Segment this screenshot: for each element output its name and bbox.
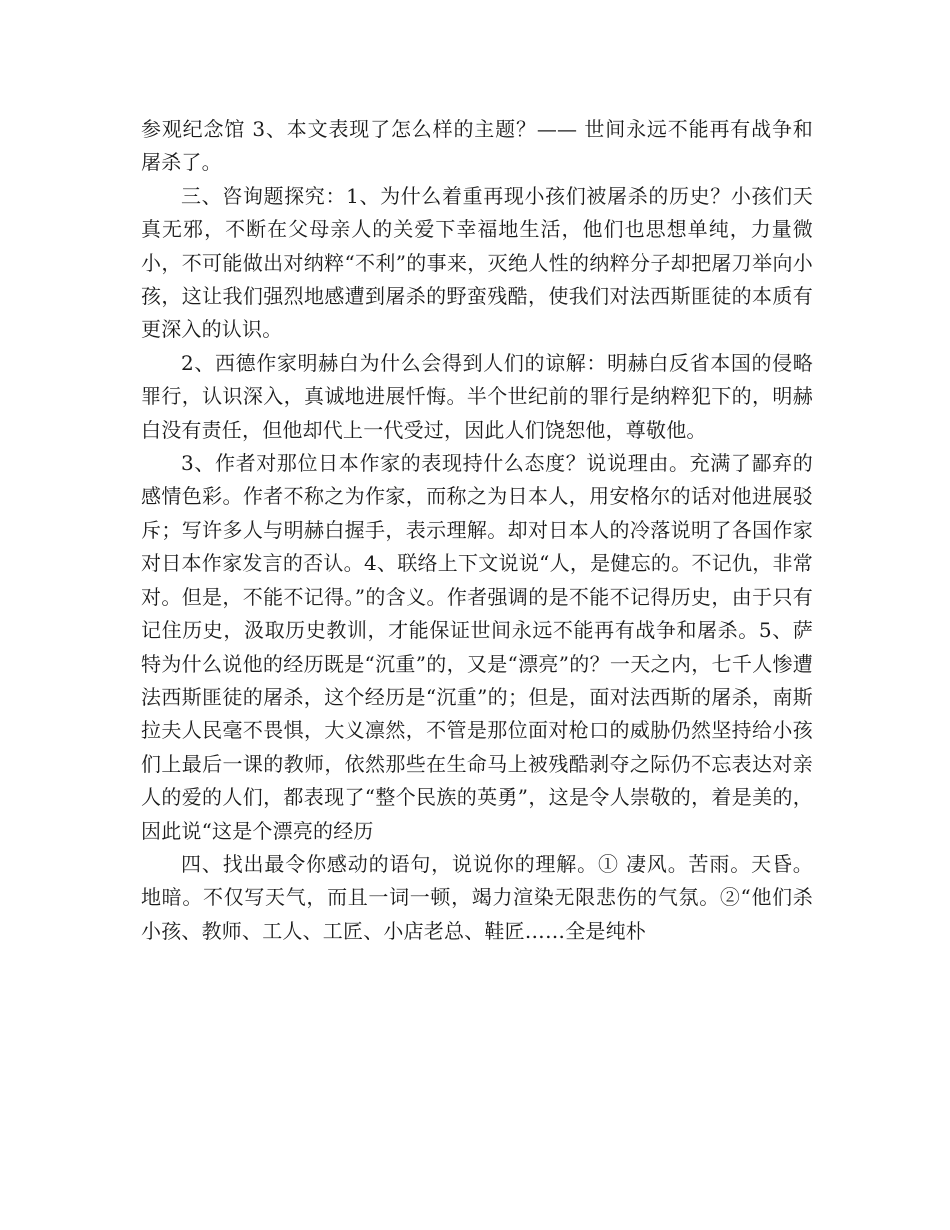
- paragraph-question-three-to-five: 3、作者对那位日本作家的表现持什么态度？说说理由。充满了鄙弃的感情色彩。作者不称之为作家，而称之为日本人，用安格尔的话对他进展驳斥；写许多人与明赫白握手，表示理解。却对日本人的冷落说明了各国作家对日本作家发言的否认。4、联络上下文说说“人，是健忘的。不记仇，非常对。但是，不能不记得。”的含义。作者强调的是不能不记得历史，由于只有记住历史，汲取历史教训，才能保证世间永远不能再有战争和屠杀。5、萨特为什么说他的经历既是“沉重”的，又是“漂亮”的？一天之内，七千人惨遭法西斯匪徒的屠杀，这个经历是“沉重”的；但是，面对法西斯的屠杀，南斯拉夫人民毫不畏惧，大义凛然，不管是那位面对枪口的威胁仍然坚持给小孩们上最后一课的教师，依然那些在生命马上被残酷剥夺之际仍不忘表达对亲人的爱的人们，都表现了“整个民族的英勇”，这是令人崇敬的，着是美的，因此说“这是个漂亮的经历: [141, 451, 813, 843]
- document-body: [141, 113, 813, 948]
- paragraph-section-three-question-one: 三、咨询题探究：1、为什么着重再现小孩们被屠杀的历史？小孩们天真无邪，不断在父母亲人的关爱下幸福地生活，他们也思想单纯，力量微小，不可能做出对纳粹“不利”的事来，灭绝人性的纳粹分子却把屠刀举向小孩，这让我们强烈地感遭到屠杀的野蛮残酷，使我们对法西斯匪徒的本质有更深入的认识。: [141, 183, 813, 342]
- paragraph-theme-answer: 参观纪念馆 3、本文表现了怎么样的主题？—— 世间永远不能再有战争和屠杀了。: [141, 117, 813, 175]
- paragraph-question-two: 2、西德作家明赫白为什么会得到人们的谅解：明赫白反省本国的侵略罪行，认识深入，真诚地进展忏悔。半个世纪前的罪行是纳粹犯下的，明赫白没有责任，但他却代上一代受过，因此人们饶恕他，尊敬他。: [141, 350, 813, 442]
- paragraph-section-four: 四、找出最令你感动的语句，说说你的理解。① 凄风。苦雨。天昏。地暗。不仅写天气，而且一词一顿，竭力渲染无限悲伤的气氛。②“他们杀小孩、教师、工人、工匠、小店老总、鞋匠……全是纯朴: [141, 851, 813, 943]
